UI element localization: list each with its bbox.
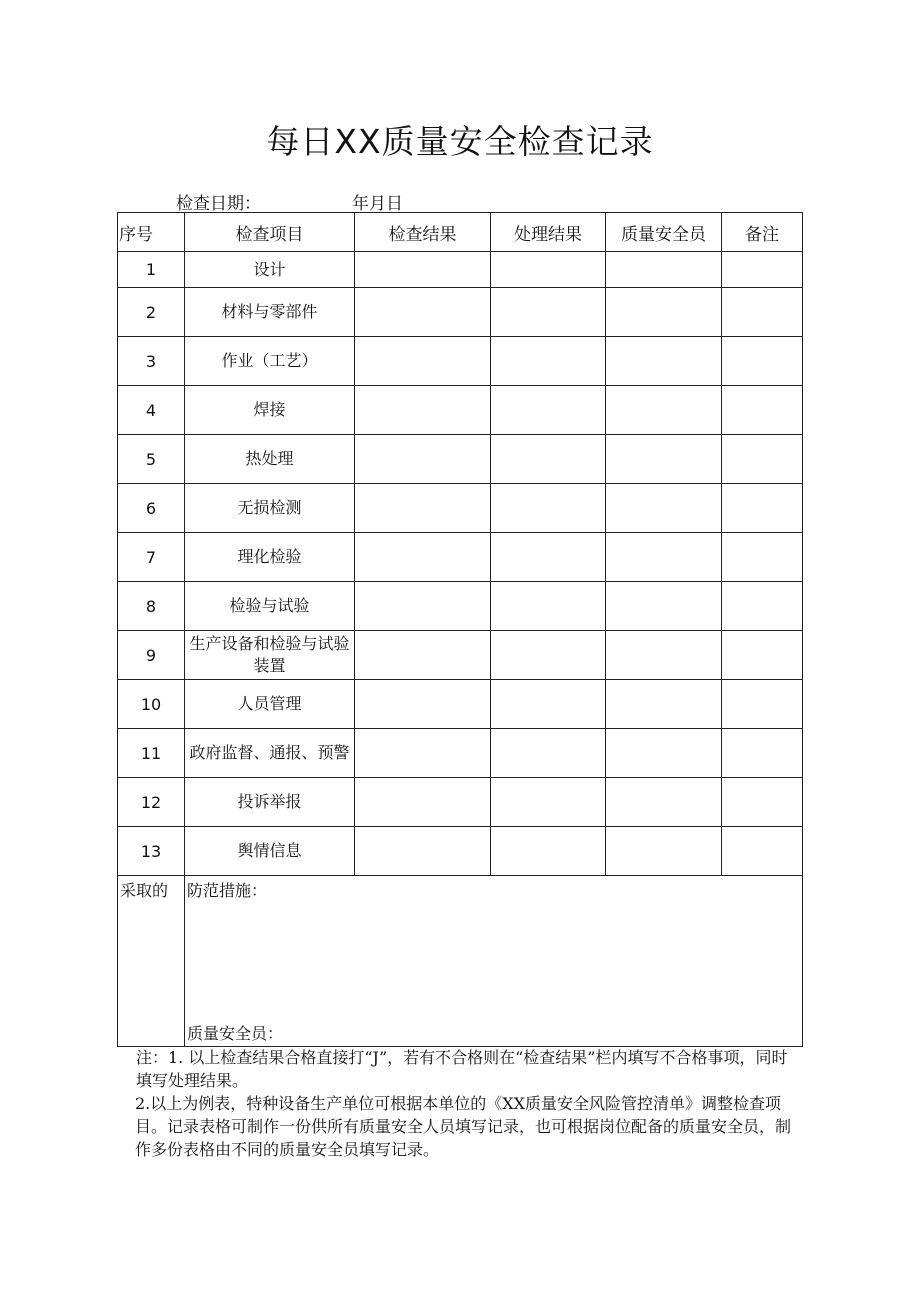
result-cell[interactable]	[355, 435, 491, 484]
header-safety-officer: 质量安全员	[606, 213, 722, 252]
row-item: 舆情信息	[185, 827, 355, 876]
row-serial: 9	[118, 631, 185, 680]
officer-cell[interactable]	[606, 582, 722, 631]
officer-cell[interactable]	[606, 435, 722, 484]
result-cell[interactable]	[355, 386, 491, 435]
remarks-cell[interactable]	[722, 288, 803, 337]
remarks-cell[interactable]	[722, 252, 803, 288]
remarks-cell[interactable]	[722, 680, 803, 729]
remarks-cell[interactable]	[722, 778, 803, 827]
result-cell[interactable]	[355, 729, 491, 778]
handling-cell[interactable]	[491, 778, 606, 827]
table-row	[118, 729, 803, 778]
result-cell[interactable]	[355, 582, 491, 631]
measures-label: 采取的	[118, 876, 185, 1047]
result-cell[interactable]	[355, 484, 491, 533]
table-row	[118, 288, 803, 337]
remarks-cell[interactable]	[722, 337, 803, 386]
measures-title: 防范措施：	[187, 881, 268, 900]
row-serial: 11	[118, 729, 185, 778]
result-cell[interactable]	[355, 778, 491, 827]
inspection-date-row	[176, 189, 403, 214]
row-serial: 7	[118, 533, 185, 582]
table-row	[118, 484, 803, 533]
officer-cell[interactable]	[606, 680, 722, 729]
handling-cell[interactable]	[491, 680, 606, 729]
header-inspection-item: 检查项目	[185, 213, 355, 252]
note-2: 2.以上为例表，特种设备生产单位可根据本单位的《XX质量安全风险管控清单》调整检查项目。记录表格可制作一份供所有质量安全人员填写记录，也可根据岗位配备的质量安全员，制作多份表格由不同的质量安全员填写记录。	[135, 1094, 792, 1159]
result-cell[interactable]	[355, 680, 491, 729]
handling-cell[interactable]	[491, 288, 606, 337]
row-item: 设计	[185, 252, 355, 288]
officer-cell[interactable]	[606, 631, 722, 680]
row-item: 热处理	[185, 435, 355, 484]
row-item: 生产设备和检验与试验装置	[185, 631, 355, 680]
remarks-cell[interactable]	[722, 729, 803, 778]
table-row	[118, 337, 803, 386]
row-serial: 5	[118, 435, 185, 484]
table-row	[118, 582, 803, 631]
remarks-cell[interactable]	[722, 435, 803, 484]
handling-cell[interactable]	[491, 827, 606, 876]
row-serial: 13	[118, 827, 185, 876]
notes	[136, 1046, 802, 1161]
officer-cell[interactable]	[606, 252, 722, 288]
table-row	[118, 252, 803, 288]
measures-cell[interactable]	[185, 876, 803, 1047]
result-cell[interactable]	[355, 533, 491, 582]
remarks-cell[interactable]	[722, 631, 803, 680]
row-item: 材料与零部件	[185, 288, 355, 337]
page-title: 每日XX质量安全检查记录	[266, 122, 654, 161]
row-item: 检验与试验	[185, 582, 355, 631]
row-serial: 12	[118, 778, 185, 827]
remarks-cell[interactable]	[722, 827, 803, 876]
row-item: 无损检测	[185, 484, 355, 533]
table-row	[118, 778, 803, 827]
handling-cell[interactable]	[491, 252, 606, 288]
handling-cell[interactable]	[491, 533, 606, 582]
row-item: 人员管理	[185, 680, 355, 729]
remarks-cell[interactable]	[722, 533, 803, 582]
row-serial: 4	[118, 386, 185, 435]
result-cell[interactable]	[355, 252, 491, 288]
handling-cell[interactable]	[491, 337, 606, 386]
table-header-row	[118, 213, 803, 252]
header-handling-result: 处理结果	[491, 213, 606, 252]
row-serial: 3	[118, 337, 185, 386]
header-remarks: 备注	[722, 213, 803, 252]
header-inspection-result: 检查结果	[355, 213, 491, 252]
result-cell[interactable]	[355, 337, 491, 386]
row-item: 政府监督、通报、预警	[185, 729, 355, 778]
row-item: 焊接	[185, 386, 355, 435]
row-item: 投诉举报	[185, 778, 355, 827]
officer-cell[interactable]	[606, 484, 722, 533]
remarks-cell[interactable]	[722, 386, 803, 435]
inspection-table	[117, 212, 803, 1047]
handling-cell[interactable]	[491, 386, 606, 435]
row-serial: 1	[118, 252, 185, 288]
row-item: 理化检验	[185, 533, 355, 582]
row-item: 作业（工艺）	[185, 337, 355, 386]
result-cell[interactable]	[355, 827, 491, 876]
handling-cell[interactable]	[491, 631, 606, 680]
officer-cell[interactable]	[606, 778, 722, 827]
result-cell[interactable]	[355, 631, 491, 680]
row-serial: 6	[118, 484, 185, 533]
inspection-date-suffix: 年月日	[352, 194, 403, 214]
table-row	[118, 533, 803, 582]
table-row	[118, 827, 803, 876]
note-1: 注：1. 以上检查结果合格直接打“J”，若有不合格则在“检查结果”栏内填写不合格事项，同时填写处理结果。	[136, 1048, 788, 1090]
result-cell[interactable]	[355, 288, 491, 337]
handling-cell[interactable]	[491, 435, 606, 484]
officer-cell[interactable]	[606, 337, 722, 386]
row-serial: 8	[118, 582, 185, 631]
table-row	[118, 680, 803, 729]
handling-cell[interactable]	[491, 484, 606, 533]
row-serial: 10	[118, 680, 185, 729]
row-serial: 2	[118, 288, 185, 337]
remarks-cell[interactable]	[722, 484, 803, 533]
measures-signature: 质量安全员：	[187, 1024, 284, 1043]
table-row	[118, 386, 803, 435]
inspection-date-label: 检查日期：	[176, 194, 261, 214]
officer-cell[interactable]	[606, 386, 722, 435]
measures-row	[118, 876, 803, 1047]
officer-cell[interactable]	[606, 288, 722, 337]
handling-cell[interactable]	[491, 729, 606, 778]
handling-cell[interactable]	[491, 582, 606, 631]
officer-cell[interactable]	[606, 533, 722, 582]
header-serial: 序号	[118, 213, 185, 252]
officer-cell[interactable]	[606, 729, 722, 778]
table-row	[118, 435, 803, 484]
remarks-cell[interactable]	[722, 582, 803, 631]
officer-cell[interactable]	[606, 827, 722, 876]
table-row	[118, 631, 803, 680]
